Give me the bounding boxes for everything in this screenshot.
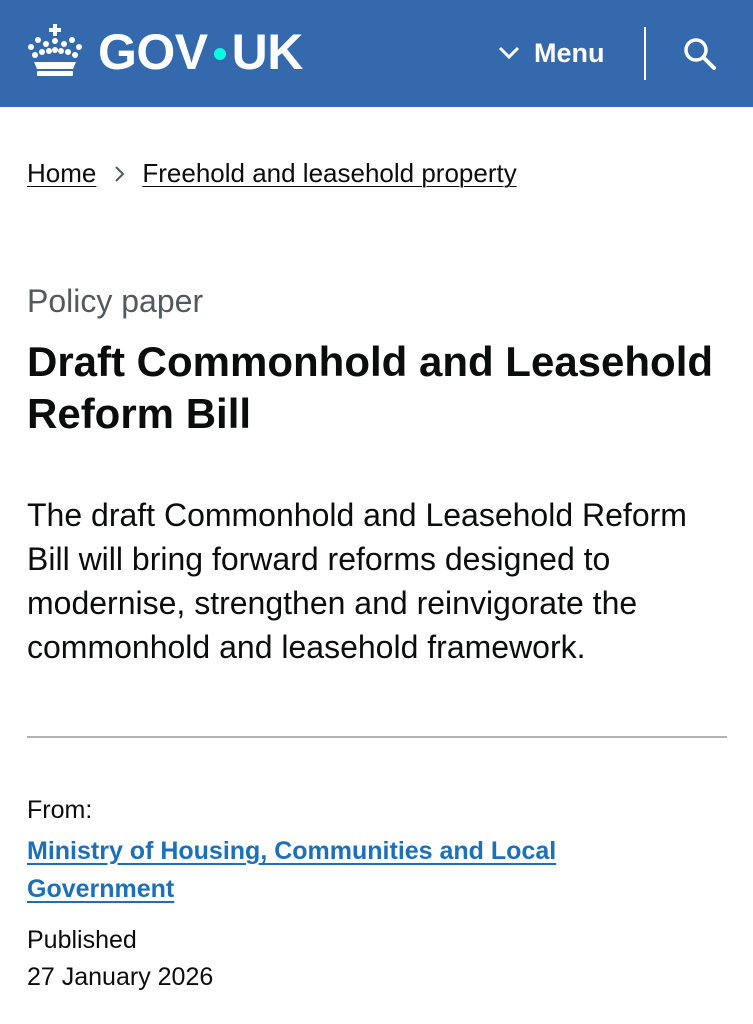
lead-paragraph: The draft Commonhold and Leasehold Reform Bill will bring forward reforms designed to modernise, strengthen and reinvigorate the commonhold and leasehold framework. <box>27 497 687 665</box>
page-caption: Policy paper <box>27 283 204 319</box>
chevron-right-icon <box>114 165 126 183</box>
menu-label: Menu <box>534 37 605 68</box>
search-icon <box>682 36 718 72</box>
page-title: Draft Commonhold and Leasehold Reform Bill <box>27 338 714 437</box>
crown-icon <box>26 24 84 80</box>
breadcrumb <box>27 158 517 189</box>
breadcrumb-home-link[interactable]: Home <box>27 158 97 188</box>
govuk-logo-link[interactable] <box>26 22 303 82</box>
search-button[interactable] <box>676 30 724 78</box>
logo-text-gov: GOV <box>98 24 208 80</box>
published-label: Published <box>27 926 137 954</box>
chevron-down-icon <box>498 46 520 60</box>
published-date: 27 January 2026 <box>27 963 214 991</box>
header-divider <box>644 27 646 80</box>
menu-button[interactable] <box>498 30 605 76</box>
logo-dot <box>214 48 226 60</box>
section-divider <box>27 736 727 738</box>
breadcrumb-freehold-link[interactable]: Freehold and leasehold property <box>142 158 517 188</box>
logo-text-uk: UK <box>231 24 303 80</box>
site-header <box>0 0 753 107</box>
organisation-link[interactable]: Ministry of Housing, Communities and Local Government <box>27 837 557 903</box>
from-label: From: <box>27 796 93 824</box>
logo-wordmark <box>98 24 303 80</box>
